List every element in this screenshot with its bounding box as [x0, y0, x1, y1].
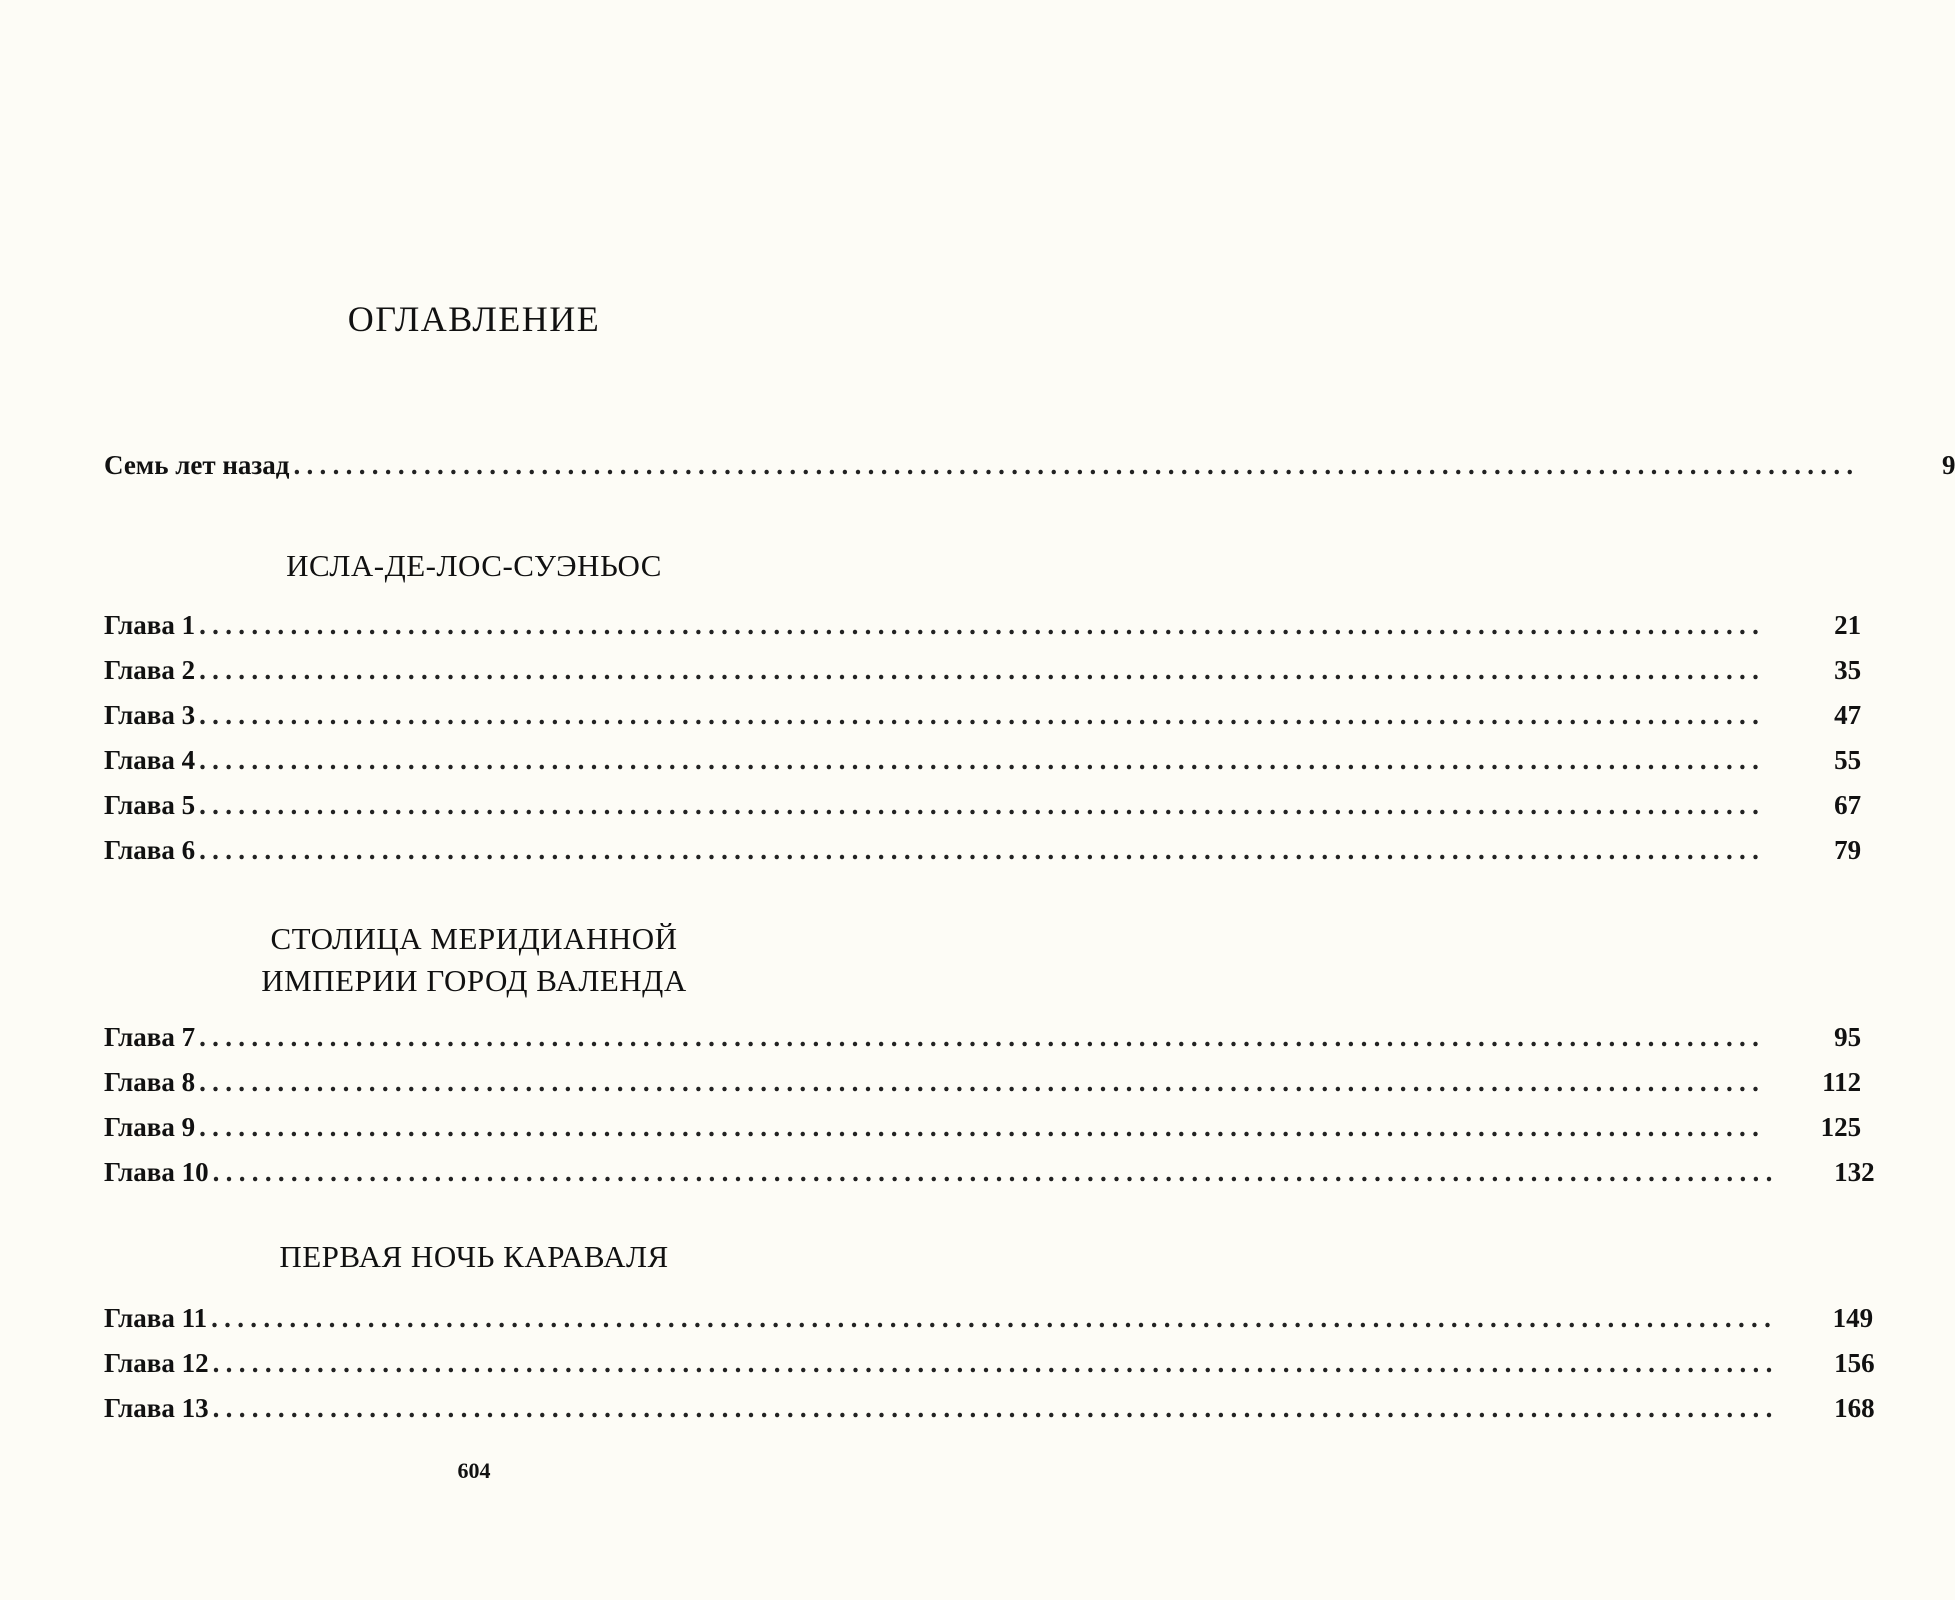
dot-leader: ........................................................................................................................: [212, 1157, 1779, 1187]
dot-leader: ........................................................................................................................: [199, 790, 1766, 820]
entry-page: 112: [1822, 1067, 1862, 1097]
dot-leader: ........................................................................................................................: [199, 610, 1766, 640]
entry-page: 149: [1832, 1303, 1874, 1333]
toc-entry-chapter-10: [104, 1157, 1875, 1193]
dot-leader: ........................................................................................................................: [199, 745, 1766, 775]
entry-page: 168: [1834, 1393, 1875, 1423]
dot-leader: ........................................................................................................................: [293, 450, 1860, 480]
entry-page: 9: [1941, 450, 1955, 480]
entry-page: 156: [1834, 1348, 1875, 1378]
entry-label: Глава 2: [104, 655, 196, 685]
section-heading-2: [0, 918, 948, 1002]
section-heading-3: ПЕРВАЯ НОЧЬ КАРАВАЛЯ: [279, 1239, 669, 1274]
dot-leader: ........................................................................................................................: [211, 1303, 1778, 1333]
entry-page: 95: [1834, 1022, 1862, 1052]
entry-label: Глава 4: [104, 745, 196, 775]
entry-label: Глава 5: [104, 790, 196, 820]
entry-page: 21: [1834, 610, 1862, 640]
toc-entry-chapter-8: [104, 1067, 1862, 1103]
entry-page: 35: [1834, 655, 1862, 685]
toc-entry-prologue: [104, 450, 1955, 486]
entry-page: 132: [1834, 1157, 1875, 1187]
dot-leader: ........................................................................................................................: [199, 835, 1766, 865]
dot-leader: ........................................................................................................................: [212, 1348, 1779, 1378]
page-number: 604: [457, 1458, 491, 1483]
toc-entry-chapter-6: [104, 835, 1862, 871]
section-heading-2-line-2: ИМПЕРИИ ГОРОД ВАЛЕНДА: [261, 963, 687, 998]
entry-page: 55: [1834, 745, 1862, 775]
entry-label: Глава 7: [104, 1022, 196, 1052]
entry-page: 67: [1834, 790, 1862, 820]
entry-label: Глава 3: [104, 700, 196, 730]
toc-entry-chapter-5: [104, 790, 1862, 826]
toc-entry-chapter-2: [104, 655, 1862, 691]
toc-entry-chapter-9: [104, 1112, 1862, 1148]
dot-leader: ........................................................................................................................: [199, 655, 1766, 685]
toc-entry-chapter-13: [104, 1393, 1875, 1429]
entry-page: 125: [1820, 1112, 1862, 1142]
entry-label: Глава 8: [104, 1067, 196, 1097]
entry-label: Глава 9: [104, 1112, 196, 1142]
entry-page: 79: [1834, 835, 1862, 865]
entry-page: 47: [1834, 700, 1862, 730]
entry-label: Глава 13: [104, 1393, 209, 1423]
entry-label: Глава 6: [104, 835, 196, 865]
page-title: ОГЛАВЛЕНИЕ: [347, 299, 601, 339]
dot-leader: ........................................................................................................................: [199, 1112, 1766, 1142]
entry-label: Глава 12: [104, 1348, 209, 1378]
toc-entry-chapter-11: [104, 1303, 1874, 1339]
toc-entry-chapter-4: [104, 745, 1862, 781]
dot-leader: ........................................................................................................................: [199, 1067, 1766, 1097]
toc-entry-chapter-7: [104, 1022, 1862, 1058]
entry-label: Глава 11: [104, 1303, 208, 1333]
toc-entry-chapter-3: [104, 700, 1862, 736]
entry-label: Глава 10: [104, 1157, 209, 1187]
dot-leader: ........................................................................................................................: [199, 1022, 1766, 1052]
entry-label: Семь лет назад: [104, 450, 290, 480]
dot-leader: ........................................................................................................................: [199, 700, 1766, 730]
section-heading-2-line-1: СТОЛИЦА МЕРИДИАННОЙ: [270, 921, 678, 956]
toc-entry-chapter-12: [104, 1348, 1875, 1384]
toc-entry-chapter-1: [104, 610, 1862, 646]
dot-leader: ........................................................................................................................: [212, 1393, 1779, 1423]
section-heading-1: ИСЛА-ДЕ-ЛОС-СУЭНЬОС: [286, 548, 662, 583]
entry-label: Глава 1: [104, 610, 196, 640]
